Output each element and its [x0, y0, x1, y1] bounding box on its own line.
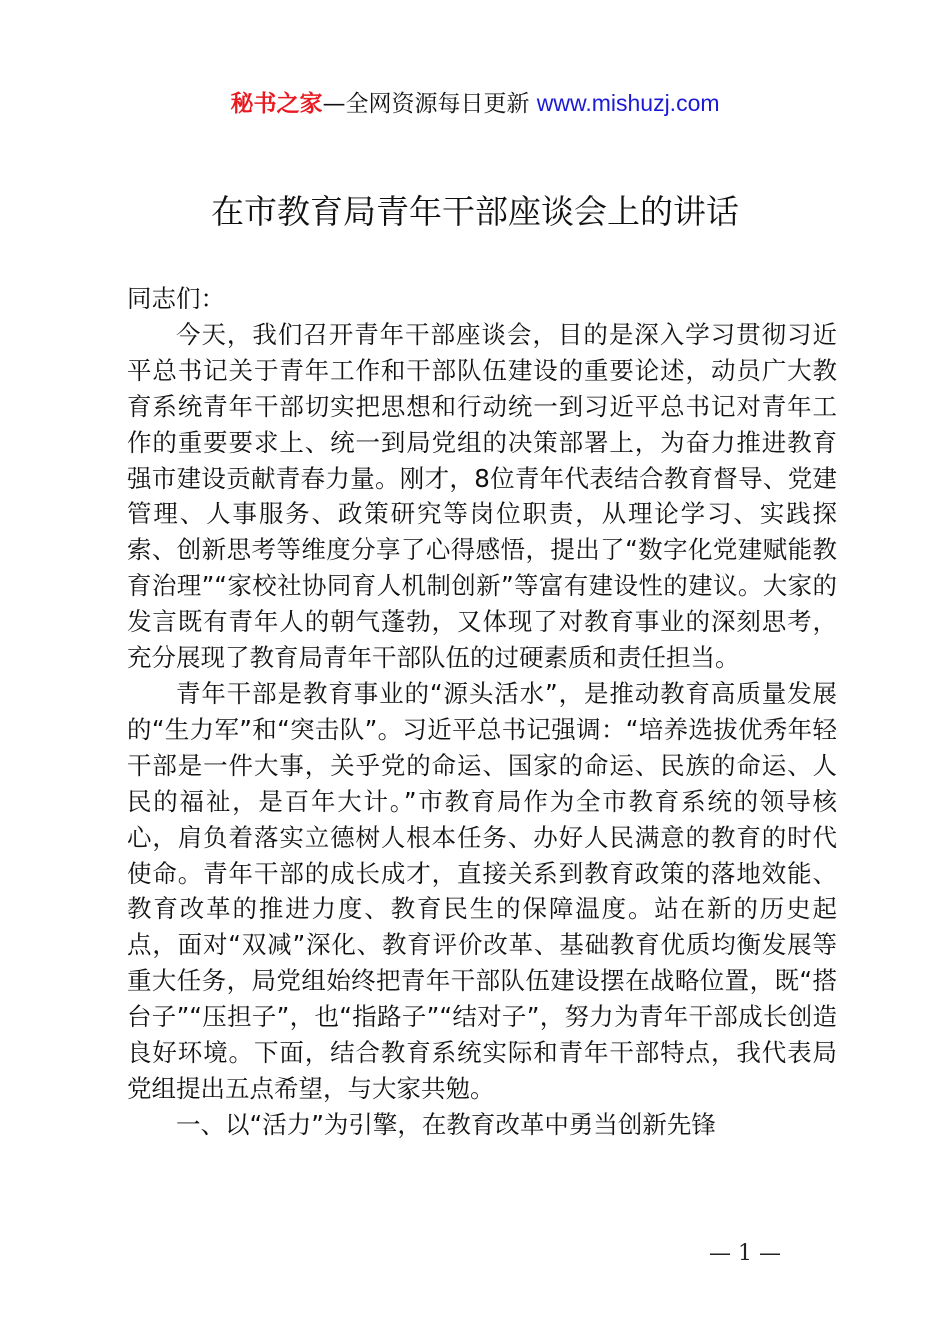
paragraph-2: 青年干部是教育事业的“源头活水”，是推动教育高质量发展的“生力军”和“突击队”。习近平总书记强调：“培养选拔优秀年轻干部是一件大事，关乎党的命运、国家的命运、民族的命运、人民的福祉，是百年大计。”市教育局作为全市教育系统的领导核心，肩负着落实立德树人根本任务、办好人民满意的教育的时代使命。青年干部的成长成才，直接关系到教育政策的落地效能、教育改革的推进力度、教育民生的保障温度。站在新的历史起点，面对“双减”深化、教育评价改革、基础教育优质均衡发展等重大任务，局党组始终把青年干部队伍建设摆在战略位置，既“搭台子”“压担子”，也“指路子”“结对子”，努力为青年干部成长创造良好环境。下面，结合教育系统实际和青年干部特点，我代表局党组提出五点希望，与大家共勉。 — [127, 678, 837, 1103]
document-title: 在市教育局青年干部座谈会上的讲话 — [211, 192, 739, 231]
website-link[interactable]: www.mishuzj.com — [536, 90, 720, 116]
document-body — [127, 281, 837, 1143]
site-banner — [0, 88, 950, 119]
page-number: — 1 — — [709, 1241, 781, 1266]
paragraph-1: 今天，我们召开青年干部座谈会，目的是深入学习贯彻习近平总书记关于青年工作和干部队伍建设的重要论述，动员广大教育系统青年干部切实把思想和行动统一到习近平总书记对青年工作的重要要求上、统一到局党组的决策部署上，为奋力推进教育强市建设贡献青春力量。刚才，8位青年代表结合教育督导、党建管理、人事服务、政策研究等岗位职责，从理论学习、实践探索、创新思考等维度分享了心得感悟，提出了“数字化党建赋能教育治理”“家校社协同育人机制创新”等富有建设性的建议。大家的发言既有青年人的朝气蓬勃，又体现了对教育事业的深刻思考，充分展现了教育局青年干部队伍的过硬素质和责任担当。 — [127, 319, 837, 673]
banner-tagline: —全网资源每日更新 — [322, 91, 537, 117]
salutation: 同志们： — [127, 284, 225, 313]
section-heading-1: 一、以“活力”为引擎，在教育改革中勇当创新先锋 — [176, 1109, 716, 1139]
brand-name: 秘书之家 — [230, 91, 323, 117]
